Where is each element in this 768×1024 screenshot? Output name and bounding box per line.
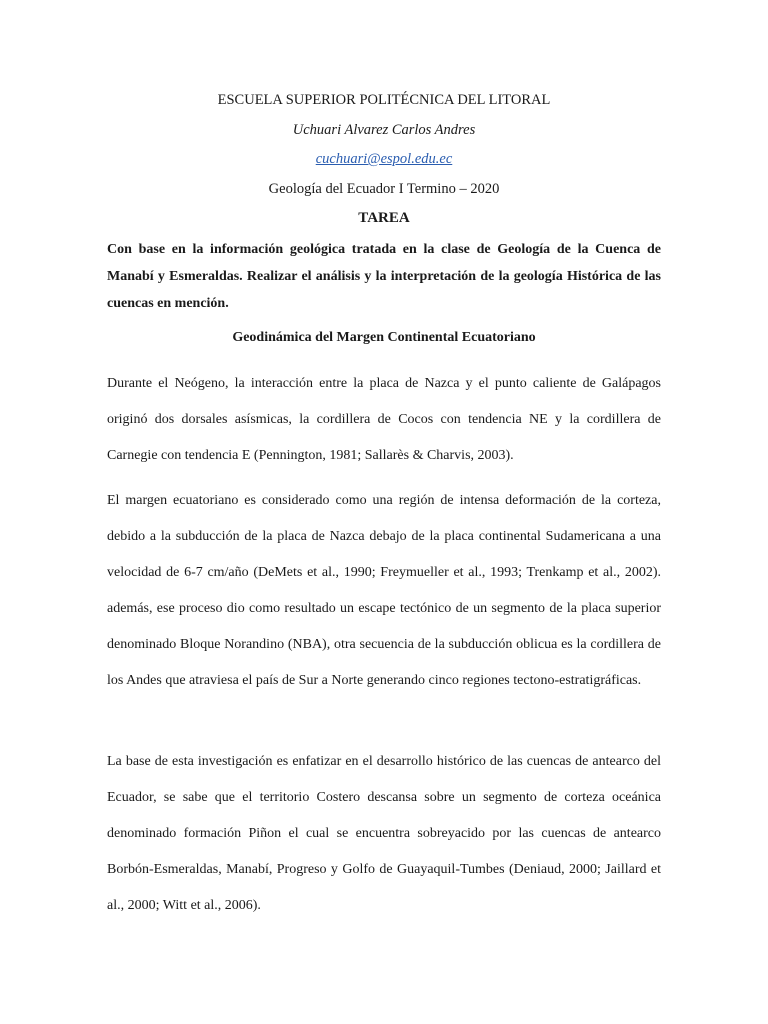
section-heading: Geodinámica del Margen Continental Ecuatoriano xyxy=(232,330,536,345)
author-email xyxy=(0,151,768,168)
body-paragraph-2: El margen ecuatoriano es considerado como una región de intensa deformación de la corteza, debido a la subducción de la placa de Nazca debajo de la placa continental Sudamericana a una velocidad de 6-7 cm/año (DeMets et al., 1990; Freymueller et al., 1993; Trenkamp et al., 2002). además, ese proceso dio como resultado un escape tectónico de un segmento de la placa superior denominado Bloque Norandino (NBA), otra secuencia de la subducción oblicua es la cordillera de los Andes que atraviesa el país de Sur a Norte generando cinco regiones tectono-estratigráficas. xyxy=(107,493,661,688)
course-title: Geología del Ecuador I Termino – 2020 xyxy=(268,181,500,197)
body-paragraph-3: La base de esta investigación es enfatizar en el desarrollo histórico de las cuencas de antearco del Ecuador, se sabe que el territorio Costero descansa sobre un segmento de corteza oceánica denominado formación Piñon el cual se encuentra sobreyacido por las cuencas de antearco Borbón-Esmeraldas, Manabí, Progreso y Golfo de Guayaquil-Tumbes (Deniaud, 2000; Jaillard et al., 2000; Witt et al., 2006). xyxy=(107,754,661,913)
author-name: Uchuari Alvarez Carlos Andres xyxy=(292,122,476,138)
institution-name: ESCUELA SUPERIOR POLITÉCNICA DEL LITORAL xyxy=(217,92,551,108)
assignment-title: TAREA xyxy=(358,210,410,226)
assignment-instructions: Con base en la información geológica tratada en la clase de Geología de la Cuenca de Manabí y Esmeraldas. Realizar el análisis y la interpretación de la geología Histórica de las cuencas en mención. xyxy=(107,242,661,311)
email-link[interactable]: cuchuari@espol.edu.ec xyxy=(315,151,453,167)
body-paragraph-1: Durante el Neógeno, la interacción entre la placa de Nazca y el punto caliente de Galápagos originó dos dorsales asísmicas, la cordillera de Cocos con tendencia NE y la cordillera de Carnegie con tendencia E (Pennington, 1981; Sallarès & Charvis, 2003). xyxy=(107,376,661,463)
